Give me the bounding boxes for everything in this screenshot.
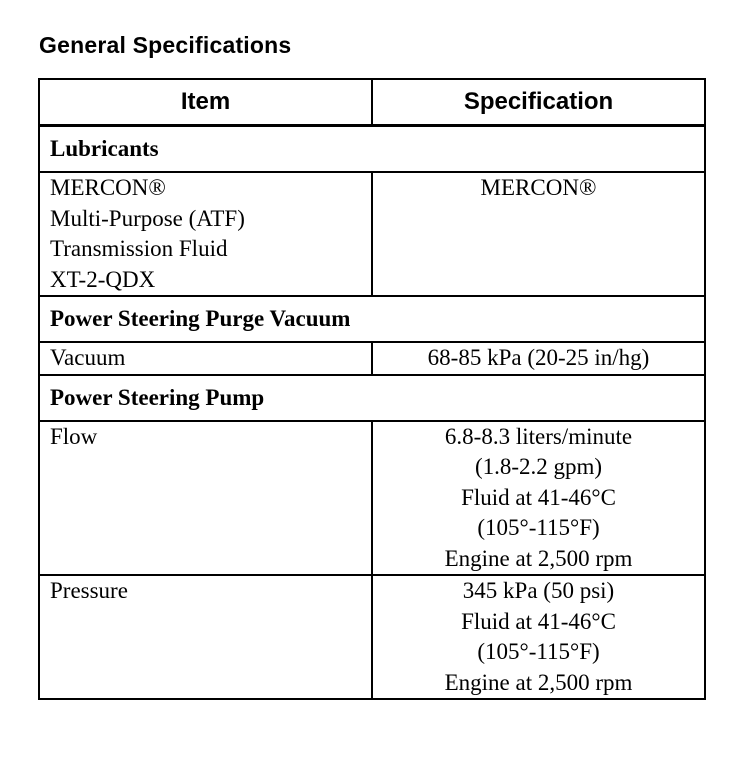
item-line: MERCON®: [50, 175, 166, 200]
specification-cell: [372, 342, 705, 375]
column-header-item: Item: [39, 79, 372, 126]
item-line: Transmission Fluid: [50, 236, 228, 261]
spec-line: Fluid at 41-46°C: [461, 484, 616, 510]
spec-line: Fluid at 41-46°C: [461, 608, 616, 634]
section-heading: Lubricants: [39, 126, 705, 173]
spec-line: 68-85 kPa (20-25 in/hg): [427, 345, 650, 370]
section-row-purge-vacuum: [39, 296, 705, 342]
item-line: Multi-Purpose (ATF): [50, 205, 245, 231]
item-line: XT-2-QDX: [50, 266, 156, 292]
section-row-lubricants: [39, 126, 705, 173]
specification-cell: [372, 172, 705, 296]
specifications-table: [38, 78, 706, 700]
item-cell: [39, 172, 372, 296]
item-line: Vacuum: [50, 345, 126, 370]
specification-cell: [372, 421, 705, 576]
page-title: General Specifications: [39, 32, 292, 58]
item-cell: [39, 421, 372, 576]
table-header-row: [39, 79, 705, 126]
item-cell: [39, 575, 372, 699]
spec-line: MERCON®: [480, 175, 597, 200]
item-cell: [39, 342, 372, 375]
section-heading: Power Steering Pump: [39, 375, 705, 421]
section-row-power-steering-pump: [39, 375, 705, 421]
table-row: [39, 342, 705, 375]
column-header-specification: Specification: [372, 79, 705, 126]
item-line: Flow: [50, 423, 98, 449]
spec-line: 6.8-8.3 liters/minute: [444, 423, 633, 449]
table-row: [39, 421, 705, 576]
spec-line: (105°-115°F): [477, 639, 600, 664]
spec-line: (1.8-2.2 gpm): [474, 454, 603, 479]
section-heading: Power Steering Purge Vacuum: [39, 296, 705, 342]
specification-cell: [372, 575, 705, 699]
spec-line: Engine at 2,500 rpm: [444, 545, 633, 571]
spec-line: Engine at 2,500 rpm: [444, 669, 633, 695]
table-row: [39, 575, 705, 699]
spec-line: (105°-115°F): [477, 515, 600, 540]
item-line: Pressure: [50, 578, 128, 603]
spec-line: 345 kPa (50 psi): [462, 578, 615, 603]
table-row: [39, 172, 705, 296]
